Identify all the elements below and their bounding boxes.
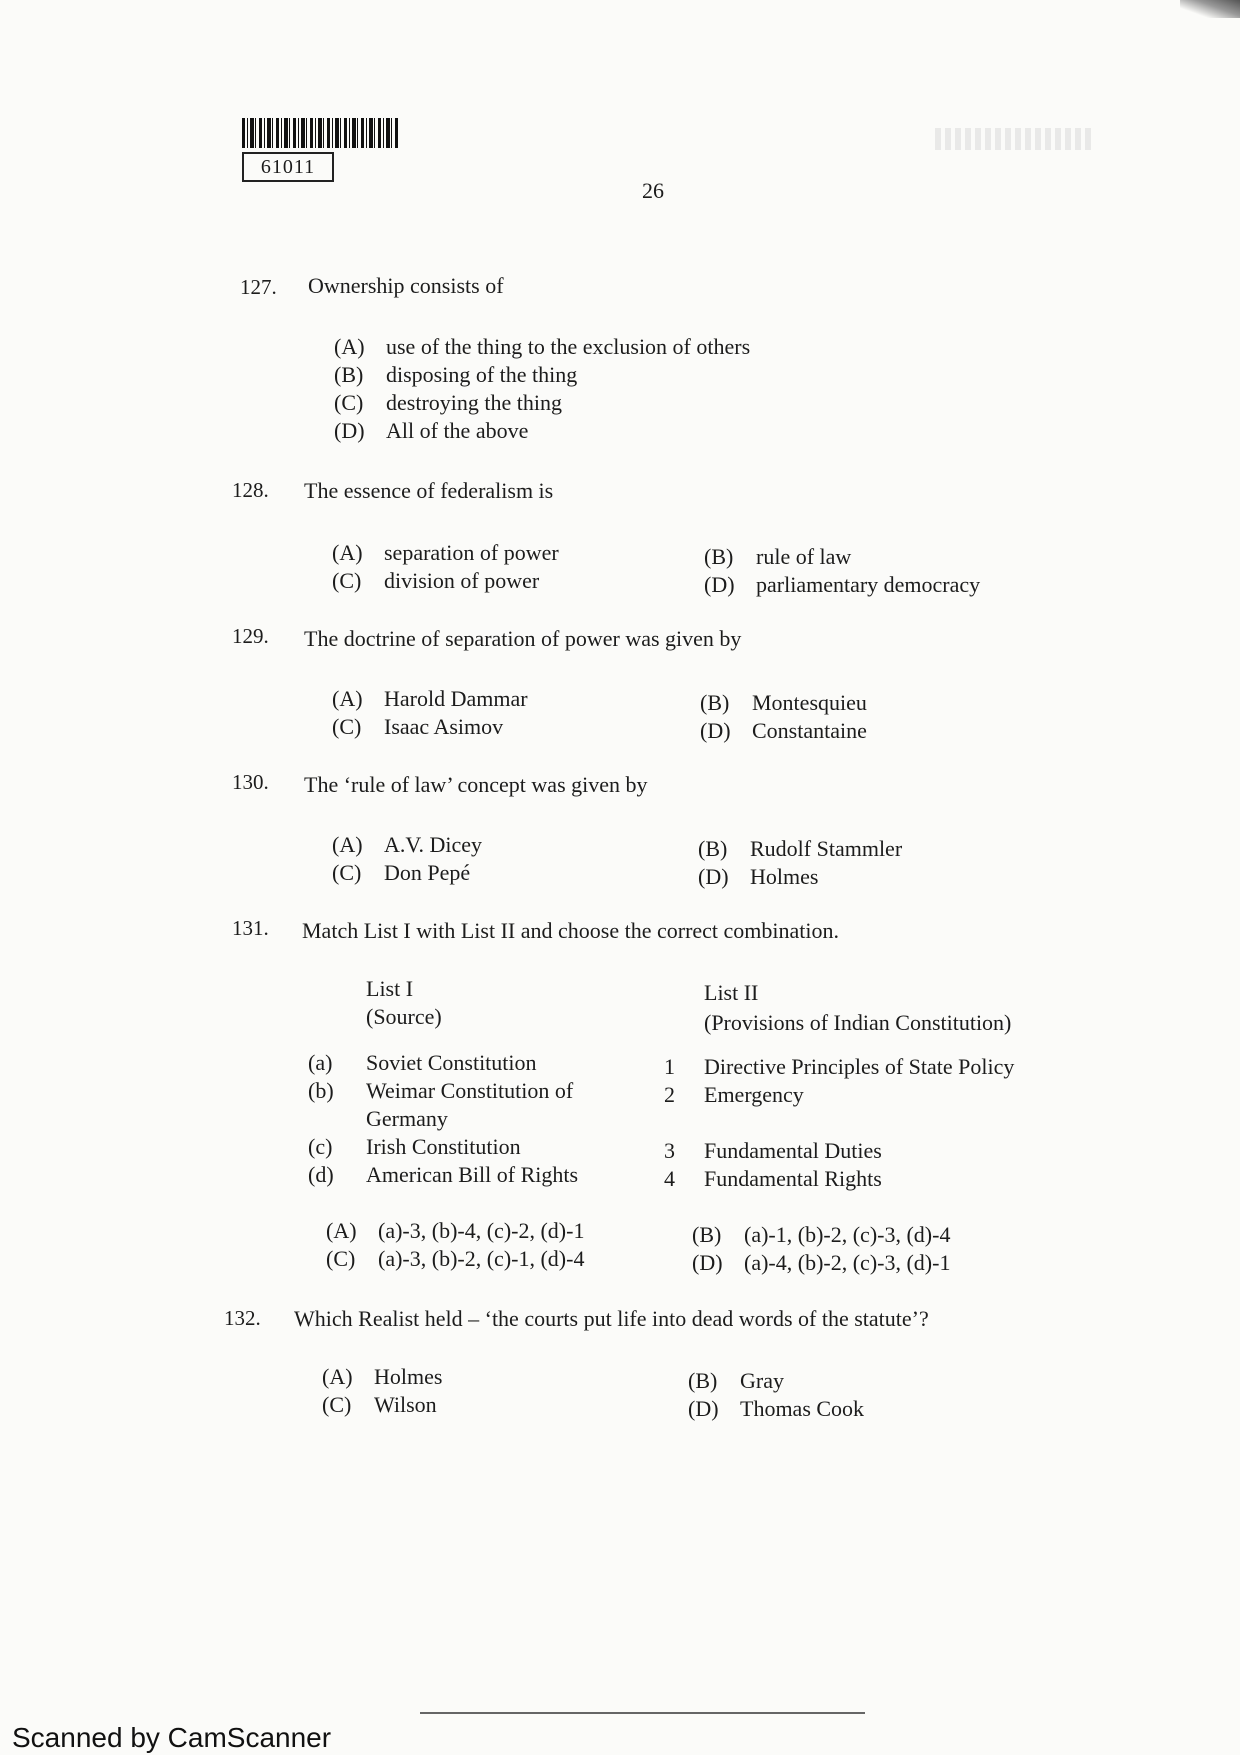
option xyxy=(688,1396,864,1422)
list2-item-text: Fundamental Duties xyxy=(704,1138,882,1163)
option xyxy=(688,1368,784,1394)
option-text: Rudolf Stammler xyxy=(750,836,903,861)
option-text: destroying the thing xyxy=(386,390,562,415)
option xyxy=(698,864,818,890)
option xyxy=(332,540,559,566)
list1-item-label: (d) xyxy=(308,1162,334,1187)
list2-item-label: 1 xyxy=(664,1054,675,1079)
option-label: (A) xyxy=(334,334,365,359)
question-number: 127. xyxy=(240,275,277,299)
list1-title: List I xyxy=(366,976,414,1001)
option-text: Wilson xyxy=(374,1392,437,1417)
list2-item-label: 2 xyxy=(664,1082,675,1107)
question-number: 131. xyxy=(232,916,269,940)
list2-item xyxy=(664,1166,882,1192)
question-number: 130. xyxy=(232,770,269,794)
option xyxy=(334,334,750,360)
option-text: Gray xyxy=(740,1368,784,1393)
list2-title: List II xyxy=(704,980,759,1005)
scanner-watermark: Scanned by CamScanner xyxy=(12,1722,332,1753)
option-text: Holmes xyxy=(374,1364,443,1389)
option-label: (D) xyxy=(334,418,365,443)
faint-stamp xyxy=(935,128,1095,150)
option xyxy=(326,1218,584,1244)
option-label: (B) xyxy=(692,1222,722,1247)
option-label: (D) xyxy=(700,718,731,743)
option-text: (a)-1, (b)-2, (c)-3, (d)-4 xyxy=(744,1222,951,1247)
option xyxy=(704,544,851,570)
option-text: division of power xyxy=(384,568,540,593)
list1-item-text: Soviet Constitution xyxy=(366,1050,537,1075)
option-label: (D) xyxy=(692,1250,723,1275)
option-text: A.V. Dicey xyxy=(384,832,482,857)
option xyxy=(332,686,528,712)
option-label: (C) xyxy=(334,390,364,415)
list1-subtitle: (Source) xyxy=(366,1004,442,1029)
option-label: (C) xyxy=(326,1246,356,1271)
list1-item-text: Irish Constitution xyxy=(366,1134,521,1159)
option xyxy=(334,418,528,444)
list2-item-label: 4 xyxy=(664,1166,675,1191)
option xyxy=(334,362,577,388)
list1-item-text: American Bill of Rights xyxy=(366,1162,579,1187)
list1-item xyxy=(308,1078,573,1104)
option-label: (B) xyxy=(698,836,728,861)
option-text: Constantaine xyxy=(752,718,867,743)
option-label: (C) xyxy=(332,568,362,593)
option xyxy=(322,1392,437,1418)
option-text: Montesquieu xyxy=(752,690,867,715)
option-label: (C) xyxy=(322,1392,352,1417)
option-text: Isaac Asimov xyxy=(384,714,504,739)
list1-item-label: (a) xyxy=(308,1050,333,1075)
question-text: The essence of federalism is xyxy=(304,478,554,503)
option-label: (D) xyxy=(704,572,735,597)
scan-corner-shadow xyxy=(1180,0,1240,18)
option-text: Harold Dammar xyxy=(384,686,528,711)
question-number: 132. xyxy=(224,1306,261,1330)
option xyxy=(334,390,562,416)
option xyxy=(322,1364,442,1390)
option-text: All of the above xyxy=(386,418,529,443)
option-label: (A) xyxy=(332,832,363,857)
question-text: The ‘rule of law’ concept was given by xyxy=(304,772,648,797)
option-text: (a)-3, (b)-4, (c)-2, (d)-1 xyxy=(378,1218,585,1243)
option xyxy=(692,1250,950,1276)
question-number: 128. xyxy=(232,478,269,502)
question-text: Match List I with List II and choose the correct combination. xyxy=(302,918,840,943)
option-text: separation of power xyxy=(384,540,559,565)
option-text: Thomas Cook xyxy=(740,1396,865,1421)
option-text: Don Pepé xyxy=(384,860,471,885)
option xyxy=(326,1246,584,1272)
option-text: parliamentary democracy xyxy=(756,572,981,597)
option-text: disposing of the thing xyxy=(386,362,578,387)
option-text: use of the thing to the exclusion of others xyxy=(386,334,751,359)
option-label: (B) xyxy=(700,690,730,715)
question-number: 129. xyxy=(232,624,269,648)
list1-item-continuation: Germany xyxy=(366,1106,448,1131)
option-label: (A) xyxy=(322,1364,353,1389)
list1-item xyxy=(308,1050,537,1076)
list1-item xyxy=(308,1162,578,1188)
list2-item xyxy=(664,1082,804,1108)
list1-item-text: Weimar Constitution of xyxy=(366,1078,574,1103)
option xyxy=(700,718,867,744)
option-label: (A) xyxy=(332,686,363,711)
list2-item-text: Directive Principles of State Policy xyxy=(704,1054,1015,1079)
option xyxy=(698,836,902,862)
list2-item xyxy=(664,1054,1014,1080)
footer-rule xyxy=(420,1712,865,1714)
list2-item-label: 3 xyxy=(664,1138,675,1163)
option-text: rule of law xyxy=(756,544,852,569)
paper-code: 61011 xyxy=(242,152,334,182)
list1-item xyxy=(308,1134,521,1160)
option-text: (a)-3, (b)-2, (c)-1, (d)-4 xyxy=(378,1246,585,1271)
option xyxy=(332,568,539,594)
option-text: Holmes xyxy=(750,864,819,889)
question-text: The doctrine of separation of power was given by xyxy=(304,626,742,651)
option-text: (a)-4, (b)-2, (c)-3, (d)-1 xyxy=(744,1250,951,1275)
option-label: (B) xyxy=(688,1368,718,1393)
option-label: (A) xyxy=(326,1218,357,1243)
page-number: 26 xyxy=(642,178,664,203)
option-label: (C) xyxy=(332,860,362,885)
option xyxy=(332,860,470,886)
option-label: (D) xyxy=(698,864,729,889)
option-label: (A) xyxy=(332,540,363,565)
list1-item-label: (b) xyxy=(308,1078,334,1103)
option-label: (B) xyxy=(334,362,364,387)
option xyxy=(700,690,867,716)
list2-item-text: Emergency xyxy=(704,1082,804,1107)
option-label: (C) xyxy=(332,714,362,739)
question-text: Which Realist held – ‘the courts put life into dead words of the statute’? xyxy=(294,1306,929,1331)
list2-subtitle: (Provisions of Indian Constitution) xyxy=(704,1010,1012,1035)
option xyxy=(332,832,482,858)
list2-item xyxy=(664,1138,882,1164)
barcode xyxy=(242,118,400,148)
option xyxy=(332,714,503,740)
option xyxy=(692,1222,950,1248)
list1-item-label: (c) xyxy=(308,1134,333,1159)
option-label: (B) xyxy=(704,544,734,569)
list2-item-text: Fundamental Rights xyxy=(704,1166,882,1191)
option xyxy=(704,572,980,598)
option-label: (D) xyxy=(688,1396,719,1421)
question-text: Ownership consists of xyxy=(308,273,504,298)
